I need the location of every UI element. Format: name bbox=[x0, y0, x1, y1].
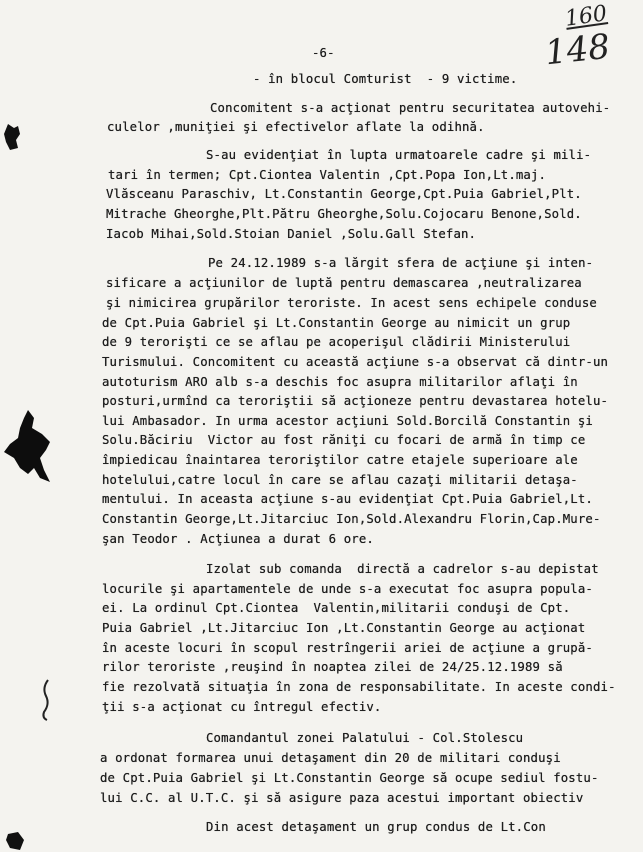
handwritten-top-mark: 160 bbox=[563, 1, 609, 32]
text-line: S-au evidenţiat în lupta urmatoarele cadre şi mili- bbox=[206, 148, 592, 162]
text-line: împiedicau înaintarea teroriştilor catre etajele superioare ale bbox=[102, 453, 578, 467]
text-line: rilor teroriste ,reuşind în noaptea zilei de 24/25.12.1989 să bbox=[102, 660, 563, 674]
text-line: Concomitent s-a acţionat pentru securitatea autovehi- bbox=[210, 101, 611, 115]
text-line: sificare a acţiunilor de luptă pentru demascarea ,neutralizarea bbox=[106, 276, 582, 290]
text-line: mentului. In aceasta acţiune s-au evidenţiat Cpt.Puia Gabriel,Lt. bbox=[102, 492, 593, 506]
text-line: lui C.C. al U.T.C. şi să asigure paza acestui important obiectiv bbox=[100, 791, 584, 805]
text-line: Constantin George,Lt.Jitarciuc Ion,Sold.Alexandru Florin,Cap.Mure- bbox=[102, 512, 601, 526]
text-line: şi nimicirea grupărilor teroriste. In acest sens echipele conduse bbox=[106, 296, 597, 310]
text-line: de 9 terorişti ce se aflau pe acoperişul clădirii Ministerului bbox=[102, 335, 571, 349]
text-line: şan Teodor . Acţiunea a durat 6 ore. bbox=[102, 532, 374, 546]
page-number: -6- bbox=[312, 46, 335, 60]
text-line: Puia Gabriel ,Lt.Jitarciuc Ion ,Lt.Constantin George au acţionat bbox=[102, 621, 586, 635]
text-line: tari în termen; Cpt.Ciontea Valentin ,Cpt.Popa Ion,Lt.maj. bbox=[108, 168, 547, 182]
text-line: Izolat sub comanda directă a cadrelor s-au depistat bbox=[206, 562, 599, 576]
text-line: Vlăsceanu Paraschiv, Lt.Constantin George,Cpt.Puia Gabriel,Plt. bbox=[106, 187, 582, 201]
text-line: culelor ,muniţiei şi efectivelor aflate la odihnă. bbox=[107, 120, 485, 134]
text-line: Mitrache Gheorghe,Plt.Pătru Gheorghe,Solu.Cojocaru Benone,Sold. bbox=[106, 207, 582, 221]
text-line: - în blocul Comturist - 9 victime. bbox=[253, 72, 518, 86]
text-line: lui Ambasador. In urma acestor acţiuni Sold.Borcilă Constantin şi bbox=[102, 414, 593, 428]
ink-blot bbox=[0, 408, 58, 486]
ink-blot bbox=[2, 122, 22, 152]
text-line: autoturism ARO alb s-a deschis foc asupra militarilor aflaţi în bbox=[102, 375, 578, 389]
text-line: Turismului. Concomitent cu această acţiune s-a observat că dintr-un bbox=[102, 355, 609, 369]
text-line: fie rezolvată situaţia în zona de responsabilitate. In aceste condi- bbox=[102, 680, 616, 694]
text-line: de Cpt.Puia Gabriel şi Lt.Constantin George au nimicit un grup bbox=[102, 316, 571, 330]
text-line: Din acest detaşament un grup condus de Lt.Con bbox=[206, 820, 546, 834]
text-line: în aceste locuri în scopul restrîngerii ariei de acţiune a grupă- bbox=[102, 641, 593, 655]
handwritten-sheet-number: 148 bbox=[543, 26, 612, 74]
text-line: a ordonat formarea unui detaşament din 20 de militari conduşi bbox=[100, 751, 561, 765]
text-line: Iacob Mihai,Sold.Stoian Daniel ,Solu.Gall Stefan. bbox=[106, 227, 477, 241]
text-line: ei. La ordinul Cpt.Ciontea Valentin,militarii conduşi de Cpt. bbox=[102, 601, 571, 615]
margin-mark bbox=[38, 678, 54, 722]
text-line: Comandantul zonei Palatului - Col.Stolescu bbox=[206, 731, 524, 745]
text-line: hotelului,catre locul în care se aflau cazaţi militarii detaşa- bbox=[102, 473, 578, 487]
text-line: Solu.Băciriu Victor au fost răniţi cu focari de armă în timp ce bbox=[102, 433, 586, 447]
text-line: posturi,urmînd ca teroriştii să acţioneze pentru devastarea hotelu- bbox=[102, 394, 609, 408]
text-line: de Cpt.Puia Gabriel şi Lt.Constantin George să ocupe sediul fostu- bbox=[100, 771, 599, 785]
text-line: locurile şi apartamentele de unde s-a executat foc asupra popula- bbox=[102, 582, 593, 596]
ink-blot bbox=[4, 830, 26, 852]
text-line: Pe 24.12.1989 s-a lărgit sfera de acţiune şi inten- bbox=[208, 256, 594, 270]
text-line: ţii s-a acţionat cu întregul efectiv. bbox=[102, 700, 382, 714]
